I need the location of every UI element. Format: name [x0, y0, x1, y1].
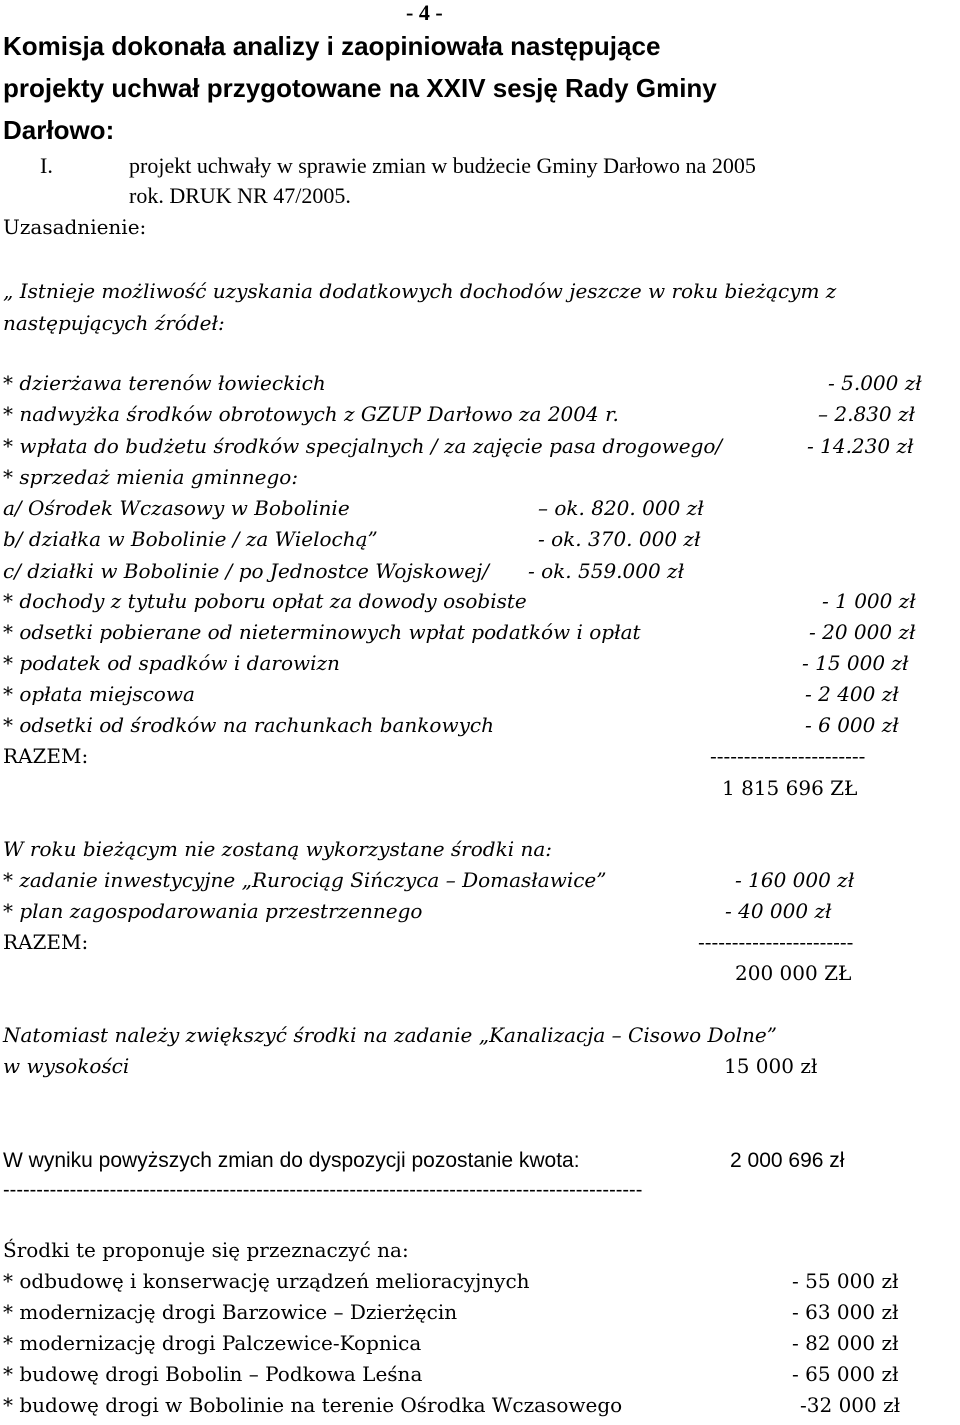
income-item: b/ działka w Bobolinie / za Wielochą”: [3, 527, 378, 551]
unused-amount: - 160 000 zł: [735, 868, 855, 892]
proposed-amount: -32 000 zł: [800, 1393, 901, 1417]
page-number: - 4 -: [406, 0, 443, 25]
increase-amount: 15 000 zł: [724, 1054, 818, 1078]
income-amount: - ok. 559.000 zł: [528, 559, 685, 583]
income-total-value: 1 815 696 ZŁ: [722, 776, 858, 800]
proposed-item: * modernizację drogi Palczewice-Kopnica: [3, 1331, 422, 1355]
justification-label: Uzasadnienie:: [3, 215, 147, 239]
income-amount: - 1 000 zł: [822, 589, 916, 613]
remaining-label: W wyniku powyższych zmian do dyspozycji pozostanie kwota:: [3, 1149, 580, 1172]
proposed-amount: - 55 000 zł: [792, 1269, 899, 1293]
unused-item: * zadanie inwestycyjne „Rurociąg Sińczyca – Domasławice”: [3, 868, 607, 892]
income-total-label: RAZEM:: [3, 744, 89, 768]
income-item: * sprzedaż mienia gminnego:: [3, 465, 299, 489]
unused-item: * plan zagospodarowania przestrzennego: [3, 899, 423, 923]
intro-line-2: następujących źródeł:: [3, 311, 225, 335]
income-amount: – 2.830 zł: [818, 402, 915, 426]
income-item: * nadwyżka środków obrotowych z GZUP Darłowo za 2004 r.: [3, 402, 619, 426]
income-total-rule: -----------------------: [710, 744, 866, 768]
income-amount: - 2 400 zł: [805, 682, 899, 706]
remaining-amount: 2 000 696 zł: [730, 1149, 845, 1172]
income-amount: - 15 000 zł: [802, 651, 909, 675]
income-item: * dzierżawa terenów łowieckich: [3, 371, 326, 395]
heading-line-3: Darłowo:: [3, 115, 115, 145]
proposed-amount: - 82 000 zł: [792, 1331, 899, 1355]
proposed-item: * modernizację drogi Barzowice – Dzierżęcin: [3, 1300, 458, 1324]
income-item: * dochody z tytułu poboru opłat za dowody osobiste: [3, 589, 527, 613]
income-item: * odsetki od środków na rachunkach bankowych: [3, 713, 494, 737]
item-line-1: projekt uchwały w sprawie zmian w budżecie Gminy Darłowo na 2005: [129, 153, 756, 178]
item-line-2: rok. DRUK NR 47/2005.: [129, 183, 351, 208]
income-item: * podatek od spadków i darowizn: [3, 651, 340, 675]
increase-line-2-label: w wysokości: [3, 1054, 130, 1078]
income-amount: - 20 000 zł: [809, 620, 916, 644]
income-item: * wpłata do budżetu środków specjalnych / za zajęcie pasa drogowego/: [3, 434, 723, 458]
proposed-item: * odbudowę i konserwację urządzeń melioracyjnych: [3, 1269, 530, 1293]
income-amount: - 14.230 zł: [807, 434, 914, 458]
proposed-heading: Środki te proponuje się przeznaczyć na:: [3, 1238, 409, 1262]
proposed-item: * budowę drogi w Bobolinie na terenie Ośrodka Wczasowego: [3, 1393, 623, 1417]
income-amount: - 6 000 zł: [805, 713, 899, 737]
unused-total-value: 200 000 ZŁ: [735, 961, 852, 985]
intro-line-1: „ Istnieje możliwość uzyskania dodatkowych dochodów jeszcze w roku bieżącym z: [3, 279, 837, 303]
income-item: c/ działki w Bobolinie / po Jednostce Wojskowej/: [3, 559, 489, 583]
heading-line-2: projekty uchwał przygotowane na XXIV sesję Rady Gminy: [3, 73, 717, 103]
unused-amount: - 40 000 zł: [725, 899, 832, 923]
increase-line-1: Natomiast należy zwiększyć środki na zadanie „Kanalizacja – Cisowo Dolne”: [3, 1023, 777, 1047]
unused-heading: W roku bieżącym nie zostaną wykorzystane środki na:: [3, 837, 552, 861]
income-item: a/ Ośrodek Wczasowy w Bobolinie: [3, 496, 350, 520]
income-amount: - ok. 370. 000 zł: [538, 527, 701, 551]
income-amount: – ok. 820. 000 zł: [538, 496, 704, 520]
unused-total-label: RAZEM:: [3, 930, 89, 954]
income-item: * odsetki pobierane od nieterminowych wpłat podatków i opłat: [3, 620, 641, 644]
proposed-amount: - 63 000 zł: [792, 1300, 899, 1324]
remaining-rule: ------------------------------------------------------------------------------------------------: [3, 1179, 643, 1201]
proposed-item: * budowę drogi Bobolin – Podkowa Leśna: [3, 1362, 423, 1386]
income-amount: - 5.000 zł: [828, 371, 922, 395]
unused-total-rule: -----------------------: [698, 930, 854, 954]
heading-line-1: Komisja dokonała analizy i zaopiniowała następujące: [3, 31, 661, 61]
income-item: * opłata miejscowa: [3, 682, 195, 706]
item-numeral: I.: [40, 153, 53, 178]
proposed-amount: - 65 000 zł: [792, 1362, 899, 1386]
